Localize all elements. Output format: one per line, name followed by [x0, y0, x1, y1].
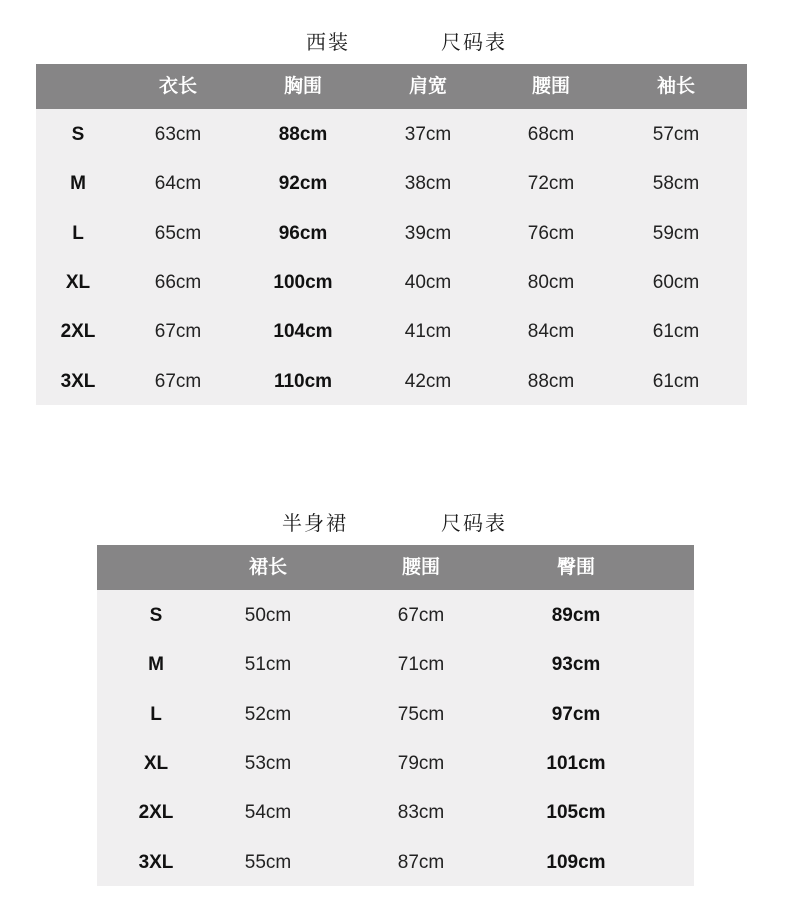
size-label: L	[150, 703, 162, 725]
measurement-cell: 65cm	[154, 222, 202, 244]
measurement-cell: 42cm	[404, 370, 452, 392]
measurement-cell: 67cm	[154, 321, 202, 343]
size-label: L	[72, 222, 84, 244]
table-row	[97, 690, 694, 739]
measurement-cell: 92cm	[278, 173, 328, 195]
header-cell: 裙长	[248, 556, 288, 578]
size-label: M	[148, 654, 164, 676]
measurement-cell: 89cm	[551, 605, 601, 626]
measurement-cell: 76cm	[527, 222, 575, 244]
table-row	[97, 640, 694, 689]
skirt-size-table	[97, 545, 694, 886]
measurement-cell: 83cm	[397, 802, 445, 824]
measurement-cell: 88cm	[278, 124, 328, 145]
table-row	[36, 307, 747, 356]
measurement-cell: 96cm	[278, 222, 328, 244]
size-label: XL	[65, 271, 91, 293]
measurement-cell: 63cm	[154, 124, 202, 145]
size-label: 3XL	[60, 370, 96, 392]
skirt-title: 半身裙	[282, 511, 348, 535]
header-cell: 腰围	[531, 75, 571, 97]
table-row	[97, 739, 694, 788]
measurement-cell: 41cm	[404, 321, 452, 343]
size-label: XL	[143, 752, 169, 774]
size-label: 2XL	[60, 321, 96, 343]
measurement-cell: 72cm	[527, 173, 575, 195]
table-row	[97, 788, 694, 837]
measurement-cell: 60cm	[652, 271, 700, 293]
measurement-cell: 101cm	[546, 752, 606, 774]
header-cell: 袖长	[656, 75, 696, 97]
measurement-cell: 84cm	[527, 321, 575, 343]
table-row	[36, 159, 747, 208]
measurement-cell: 110cm	[273, 370, 333, 392]
size-label: S	[149, 605, 163, 626]
size-label: S	[71, 124, 85, 145]
measurement-cell: 52cm	[244, 703, 292, 725]
measurement-cell: 39cm	[404, 222, 452, 244]
measurement-cell: 68cm	[527, 124, 575, 145]
measurement-cell: 54cm	[244, 802, 292, 824]
measurement-cell: 97cm	[551, 703, 601, 725]
measurement-cell: 38cm	[404, 173, 452, 195]
measurement-cell: 71cm	[397, 654, 445, 676]
measurement-cell: 53cm	[244, 752, 292, 774]
measurement-cell: 58cm	[652, 173, 700, 195]
measurement-cell: 79cm	[397, 752, 445, 774]
measurement-cell: 100cm	[273, 271, 333, 293]
table-row	[97, 838, 694, 887]
measurement-cell: 93cm	[551, 654, 601, 676]
header-cell: 胸围	[283, 75, 323, 97]
suit-size-table	[36, 64, 747, 405]
measurement-cell: 57cm	[652, 124, 700, 145]
suit-title-suffix: 尺码表	[441, 30, 507, 54]
measurement-cell: 59cm	[652, 222, 700, 244]
measurement-cell: 75cm	[397, 703, 445, 725]
measurement-cell: 67cm	[154, 370, 202, 392]
size-label: 3XL	[138, 851, 174, 873]
measurement-cell: 104cm	[273, 321, 333, 343]
measurement-cell: 50cm	[244, 605, 292, 626]
header-cell: 臀围	[556, 556, 596, 578]
size-label: 2XL	[138, 802, 174, 824]
table-header	[97, 545, 694, 590]
header-cell: 肩宽	[408, 75, 448, 97]
measurement-cell: 61cm	[652, 321, 700, 343]
measurement-cell: 66cm	[154, 271, 202, 293]
header-cell: 腰围	[401, 556, 441, 578]
table-row	[36, 357, 747, 406]
measurement-cell: 37cm	[404, 124, 452, 145]
measurement-cell: 87cm	[397, 851, 445, 873]
suit-title: 西装	[306, 30, 350, 54]
table-row	[36, 209, 747, 258]
skirt-title-suffix: 尺码表	[441, 511, 507, 535]
measurement-cell: 64cm	[154, 173, 202, 195]
measurement-cell: 40cm	[404, 271, 452, 293]
measurement-cell: 51cm	[244, 654, 292, 676]
table-row	[36, 258, 747, 307]
measurement-cell: 80cm	[527, 271, 575, 293]
table-row	[36, 110, 747, 159]
measurement-cell: 61cm	[652, 370, 700, 392]
size-label: M	[70, 173, 86, 195]
table-row	[97, 591, 694, 640]
measurement-cell: 88cm	[527, 370, 575, 392]
measurement-cell: 55cm	[244, 851, 292, 873]
measurement-cell: 67cm	[397, 605, 445, 626]
table-header	[36, 64, 747, 109]
measurement-cell: 105cm	[546, 802, 606, 824]
header-cell: 衣长	[158, 75, 198, 97]
measurement-cell: 109cm	[546, 851, 606, 873]
